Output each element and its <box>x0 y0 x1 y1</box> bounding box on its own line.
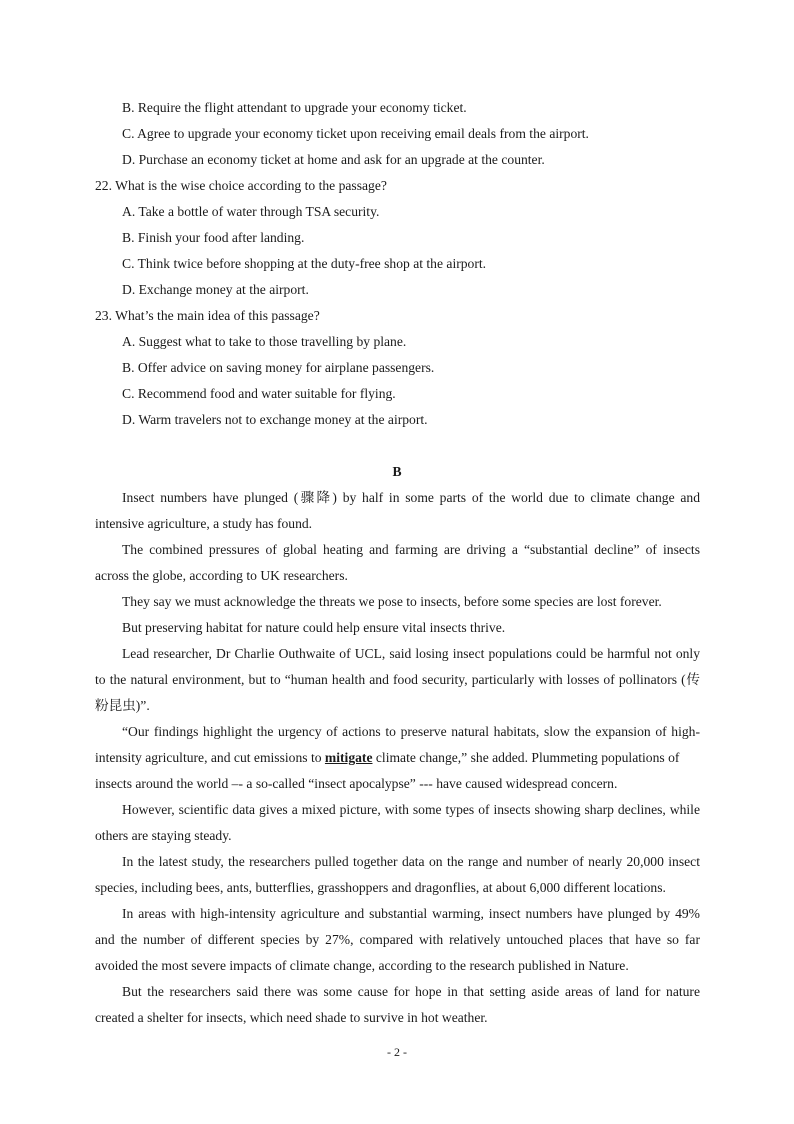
passage-paragraph-8-line-1: In the latest study, the researchers pulled together data on the range and number of nearly 20,000 insect <box>122 854 700 869</box>
passage-paragraph-8-line-2: species, including bees, ants, butterflies, grasshoppers and dragonflies, at about 6,000 different locations. <box>95 880 666 895</box>
passage-paragraph-1-line-1: Insect numbers have plunged (骤降) by half in some parts of the world due to climate change and <box>122 490 700 505</box>
q23-option-a: A. Suggest what to take to those travelling by plane. <box>122 334 407 349</box>
passage-paragraph-3: They say we must acknowledge the threats we pose to insects, before some species are lost forever. <box>122 594 662 609</box>
passage-paragraph-1-line-2: intensive agriculture, a study has found. <box>95 516 313 531</box>
passage-paragraph-9-line-3: avoided the most severe impacts of climate change, according to the research published in Nature. <box>95 958 629 973</box>
passage-paragraph-5-line-3: 粉昆虫)”. <box>95 698 150 713</box>
passage-paragraph-7-line-1: However, scientific data gives a mixed picture, with some types of insects showing sharp declines, while <box>122 802 700 817</box>
passage-paragraph-5-line-2: to the natural environment, but to “human health and food security, particularly with losses of pollinators (传 <box>95 672 700 687</box>
q22-option-b: B. Finish your food after landing. <box>122 230 305 245</box>
passage-paragraph-6-line-2 <box>95 749 700 767</box>
passage-paragraph-2-line-1: The combined pressures of global heating and farming are driving a “substantial decline” of insects <box>122 542 700 557</box>
passage-paragraph-6-line-3: insects around the world –- a so-called “insect apocalypse” --- have caused widespread concern. <box>95 776 618 791</box>
section-b-heading: B <box>392 464 402 479</box>
passage-paragraph-10-line-1: But the researchers said there was some cause for hope in that setting aside areas of land for nature <box>122 984 700 999</box>
paragraph-6-text-before: intensity agriculture, and cut emissions to <box>95 750 325 765</box>
q22-option-d: D. Exchange money at the airport. <box>122 282 309 297</box>
passage-paragraph-6-line-1: “Our findings highlight the urgency of actions to preserve natural habitats, slow the expansion of high- <box>122 724 700 739</box>
passage-paragraph-9-line-1: In areas with high-intensity agriculture and substantial warming, insect numbers have plunged by 49% <box>122 906 700 921</box>
page-number: - 2 - <box>387 1045 407 1059</box>
q22-option-a: A. Take a bottle of water through TSA security. <box>122 204 380 219</box>
q23-question: 23. What’s the main idea of this passage? <box>95 308 320 323</box>
passage-paragraph-4: But preserving habitat for nature could help ensure vital insects thrive. <box>122 620 506 635</box>
q21-option-c: C. Agree to upgrade your economy ticket upon receiving email deals from the airport. <box>122 126 589 141</box>
passage-paragraph-10-line-2: created a shelter for insects, which need shade to survive in hot weather. <box>95 1010 488 1025</box>
vocabulary-word-mitigate: mitigate <box>324 750 373 765</box>
passage-paragraph-7-line-2: others are staying steady. <box>95 828 232 843</box>
passage-paragraph-5-line-1: Lead researcher, Dr Charlie Outhwaite of UCL, said losing insect populations could be harmful not only <box>122 646 700 661</box>
q22-question: 22. What is the wise choice according to the passage? <box>95 178 387 193</box>
q23-option-c: C. Recommend food and water suitable for flying. <box>122 386 396 401</box>
q22-option-c: C. Think twice before shopping at the duty-free shop at the airport. <box>122 256 487 271</box>
q23-option-d: D. Warm travelers not to exchange money at the airport. <box>122 412 428 427</box>
q21-option-b: B. Require the flight attendant to upgrade your economy ticket. <box>122 100 467 115</box>
passage-paragraph-9-line-2: and the number of different species by 27%, compared with relatively untouched places that have so far <box>95 932 700 947</box>
passage-paragraph-2-line-2: across the globe, according to UK researchers. <box>95 568 348 583</box>
paragraph-6-text-after: climate change,” she added. Plummeting populations of <box>372 750 680 765</box>
q23-option-b: B. Offer advice on saving money for airplane passengers. <box>122 360 435 375</box>
q21-option-d: D. Purchase an economy ticket at home and ask for an upgrade at the counter. <box>122 152 545 167</box>
